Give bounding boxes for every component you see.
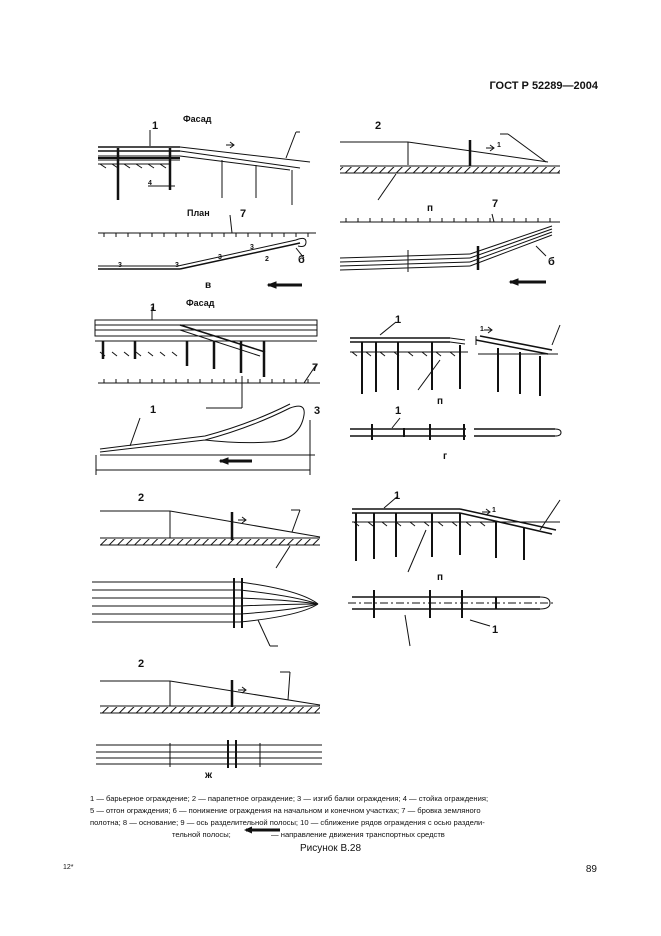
facade-label-top: Фасад xyxy=(183,114,212,124)
legend-line: полотна; 8 — основание; 9 — ось разделительной полосы; 10 — сближение рядов ограждения с осью раздели- xyxy=(90,818,485,827)
callout-7: 7 xyxy=(312,362,319,374)
panel-f-facade xyxy=(352,496,560,572)
callout-1: 1 xyxy=(480,326,484,333)
callout-1: 1 xyxy=(492,507,496,514)
callout-7: 7 xyxy=(240,208,247,220)
callout-2: 2 xyxy=(138,658,145,670)
callout-1: 1 xyxy=(150,404,157,416)
figure-legend xyxy=(90,793,572,841)
panel-b-plan xyxy=(340,214,560,285)
panel-a-facade xyxy=(98,130,310,205)
panel-c-plan xyxy=(96,404,315,475)
panel-letter-e: п xyxy=(437,572,444,583)
callout-6: б xyxy=(548,256,555,268)
panel-d-plan xyxy=(350,418,561,440)
panel-g-facade xyxy=(100,672,320,713)
legend-line: тельной полосы; xyxy=(172,830,231,839)
callout-3: 3 xyxy=(118,262,122,269)
callout-1: 1 xyxy=(394,490,401,502)
panel-letter-b: п xyxy=(427,203,434,214)
callout-3: 3 xyxy=(218,254,222,261)
sheet-note: 12* xyxy=(63,864,74,871)
panel-e-plan xyxy=(92,578,318,646)
callout-3: 3 xyxy=(314,405,321,417)
callout-2: 2 xyxy=(375,120,382,132)
callout-4: 4 xyxy=(148,180,152,187)
callout-3: 3 xyxy=(250,244,254,251)
panel-c-facade xyxy=(95,307,320,408)
panel-letter-d: г xyxy=(443,451,448,462)
panel-d-facade xyxy=(350,322,560,396)
callout-1: 1 xyxy=(395,314,402,326)
panel-letter-c: п xyxy=(437,396,444,407)
callout-1: 1 xyxy=(497,142,501,149)
panel-f-plan xyxy=(348,590,556,646)
panel-letter-f: ж xyxy=(205,770,213,781)
legend-line: 5 — отгон ограждения; 6 — понижение ограждения на начальном и конечном участках; 7 — бровка земляного xyxy=(90,806,481,815)
panel-b-facade xyxy=(340,134,560,200)
callout-1: 1 xyxy=(150,302,157,314)
panel-letter-a: в xyxy=(205,280,212,291)
callout-6: б xyxy=(298,254,305,266)
panel-a-plan xyxy=(98,215,316,288)
legend-line: 1 — барьерное ограждение; 2 — парапетное ограждение; 3 — изгиб балки ограждения; 4 — стойка ограждения; xyxy=(90,794,489,803)
callout-3: 3 xyxy=(175,262,179,269)
standard-header: ГОСТ Р 52289—2004 xyxy=(489,80,598,92)
callout-1: 1 xyxy=(395,405,402,417)
panel-g-plan xyxy=(96,740,322,768)
page-number: 89 xyxy=(585,864,597,875)
callout-1: 1 xyxy=(492,624,499,636)
direction-arrow-icon xyxy=(233,831,269,839)
callout-2: 2 xyxy=(138,492,145,504)
legend-line: — направление движения транспортных средств xyxy=(271,830,445,839)
plan-label: План xyxy=(187,208,210,218)
facade-label-mid: Фасад xyxy=(186,298,215,308)
callout-7: 7 xyxy=(492,198,499,210)
figure-caption: Рисунок В.28 xyxy=(299,843,362,854)
callout-1: 1 xyxy=(152,120,159,132)
callout-2: 2 xyxy=(265,256,269,263)
panel-e-facade xyxy=(100,510,320,568)
